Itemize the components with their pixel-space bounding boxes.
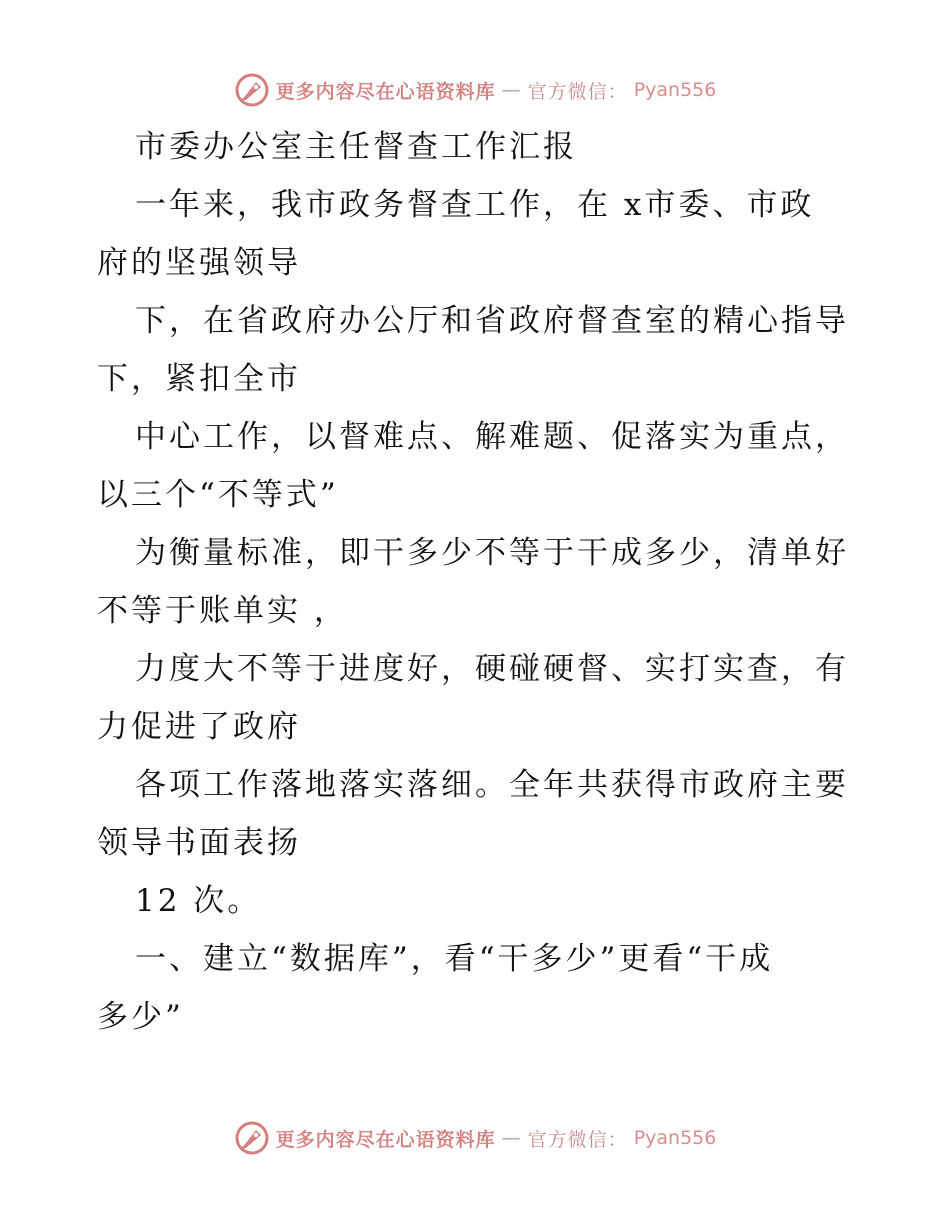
- paragraph-line: 各项工作落地落实落细。全年共获得市政府主要: [135, 767, 849, 803]
- paragraph-line: 下，在省政府办公厅和省政府督查室的精心指导: [135, 303, 849, 339]
- section-heading-line: 多少”: [97, 999, 184, 1035]
- watermark-wechat-label: 官方微信：: [527, 1128, 628, 1151]
- paragraph-line: 下，紧扣全市: [97, 361, 301, 397]
- pen-nib-logo-icon: [234, 1120, 270, 1156]
- watermark-wechat-id: Pyan556: [633, 1127, 717, 1149]
- watermark-title: 更多内容尽在心语资料库: [275, 80, 496, 103]
- paragraph-line: 力度大不等于进度好，硬碰硬督、实打实查，有: [135, 651, 849, 687]
- paragraph-line: 为衡量标准，即干多少不等于干成多少，清单好: [135, 535, 849, 571]
- paragraph-line: 力促进了政府: [97, 709, 301, 745]
- section-heading-line: 一、建立“数据库”，看“干多少”更看“干成: [135, 941, 774, 977]
- watermark-wechat-id: Pyan556: [633, 79, 717, 101]
- paragraph-line: 中心工作，以督难点、解难题、促落实为重点，: [135, 419, 849, 455]
- document-body: [97, 118, 857, 1046]
- watermark-dash: —: [501, 1127, 522, 1149]
- paragraph-line: 一年来，我市政务督查工作，在 x市委、市政: [135, 187, 815, 223]
- watermark-wechat-label: 官方微信：: [527, 80, 628, 103]
- paragraph-line: 府的坚强领导: [97, 245, 301, 281]
- watermark-dash: —: [501, 79, 522, 101]
- header-watermark: [0, 70, 950, 110]
- paragraph-line: 领导书面表扬: [97, 825, 301, 861]
- paragraph-line: 不等于账单实 ，: [97, 593, 348, 629]
- document-title: 市委办公室主任督查工作汇报: [135, 129, 577, 165]
- watermark-title: 更多内容尽在心语资料库: [275, 1128, 496, 1151]
- paragraph-line: 以三个“不等式”: [97, 477, 339, 513]
- paragraph-line: 12 次。: [135, 883, 262, 919]
- pen-nib-logo-icon: [234, 72, 270, 108]
- footer-watermark: [0, 1118, 950, 1158]
